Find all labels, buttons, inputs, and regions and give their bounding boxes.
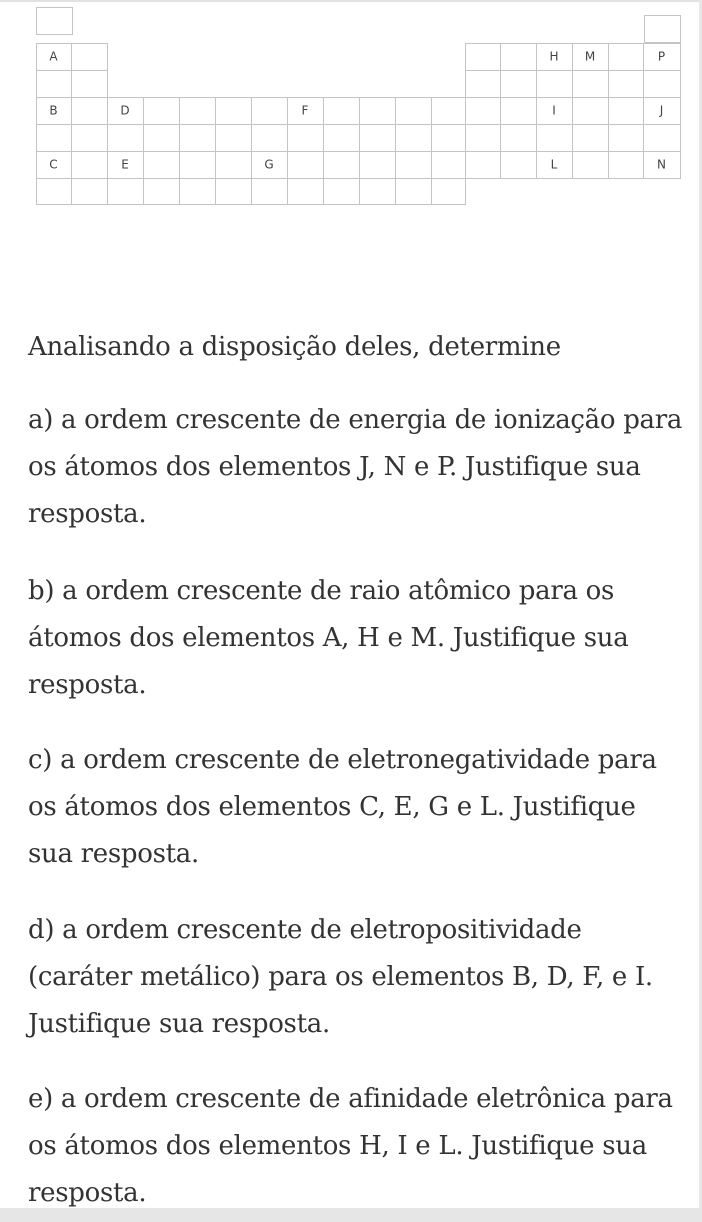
table-cell [360, 179, 396, 205]
intro-text: Analisando a disposição deles, determine [28, 332, 561, 362]
periodic-table-grid [37, 8, 681, 205]
table-cell [252, 179, 288, 205]
element-label-e: E [121, 157, 129, 172]
table-cell [466, 152, 501, 179]
table-cell [501, 71, 537, 98]
table-cell [324, 98, 360, 125]
table-cell [609, 44, 644, 71]
table-cell [537, 125, 573, 152]
table-cell [360, 98, 396, 125]
table-cell [573, 98, 609, 125]
table-cell [72, 98, 108, 125]
question-c: c) a ordem crescente de eletronegatividade para os átomos dos elementos C, E, G e L. Justifique sua resposta. [28, 745, 657, 869]
table-cell [432, 152, 466, 179]
table-cell [144, 125, 180, 152]
table-cell [396, 179, 432, 205]
table-cell [72, 125, 108, 152]
table-cell [72, 44, 108, 71]
table-cell [288, 152, 324, 179]
element-label-d: D [120, 103, 130, 118]
table-cell [108, 125, 144, 152]
table-cell [288, 125, 324, 152]
question-a: a) a ordem crescente de energia de ionização para os átomos dos elementos J, N e P. Justifique sua resposta. [28, 405, 683, 529]
table-cell [216, 125, 252, 152]
table-cell [644, 71, 681, 98]
element-label-h: H [549, 49, 559, 64]
table-cell [501, 44, 537, 71]
element-label-c: C [49, 157, 58, 172]
element-label-l: L [550, 157, 558, 172]
table-cell [573, 125, 609, 152]
table-cell [396, 152, 432, 179]
table-cell [360, 152, 396, 179]
element-label-m: M [584, 49, 596, 64]
table-cell [609, 125, 644, 152]
table-cell [609, 98, 644, 125]
table-cell [216, 98, 252, 125]
corner-box-left [37, 8, 73, 35]
table-cell [180, 152, 216, 179]
table-cell [396, 98, 432, 125]
element-label-a: A [49, 49, 58, 64]
table-cell [37, 71, 72, 98]
table-cell [432, 125, 466, 152]
table-cell [501, 98, 537, 125]
table-cell [108, 179, 144, 205]
bottom-border [0, 1208, 702, 1222]
element-label-g: G [264, 157, 274, 172]
table-cell [144, 98, 180, 125]
table-cell [180, 179, 216, 205]
table-cell [644, 125, 681, 152]
table-cell [180, 98, 216, 125]
table-cell [466, 71, 501, 98]
element-label-n: N [657, 157, 666, 172]
table-cell [573, 152, 609, 179]
table-cell [144, 152, 180, 179]
element-label-j: J [659, 103, 664, 118]
table-cell [396, 125, 432, 152]
element-label-i: I [552, 103, 556, 118]
table-cell [360, 125, 396, 152]
table-cell [72, 71, 108, 98]
question-e: e) a ordem crescente de afinidade eletrônica para os átomos dos elementos H, I e L. Justifique sua resposta. [28, 1084, 673, 1208]
table-cell [537, 71, 573, 98]
table-cell [252, 98, 288, 125]
table-cell [37, 125, 72, 152]
table-cell [216, 152, 252, 179]
table-cell [324, 125, 360, 152]
table-cell [252, 125, 288, 152]
periodic-table [0, 0, 702, 215]
table-cell [180, 125, 216, 152]
table-cell [466, 125, 501, 152]
question-b: b) a ordem crescente de raio atômico para os átomos dos elementos A, H e M. Justifique sua resposta. [28, 576, 629, 700]
table-cell [324, 179, 360, 205]
table-cell [72, 179, 108, 205]
question-d: d) a ordem crescente de eletropositividade (caráter metálico) para os elementos B, D, F, e I. Justifique sua resposta. [28, 915, 653, 1039]
element-label-f: F [301, 103, 309, 118]
table-cell [501, 152, 537, 179]
element-label-b: B [49, 103, 58, 118]
table-cell [466, 98, 501, 125]
table-cell [37, 179, 72, 205]
table-cell [72, 152, 108, 179]
table-cell [432, 98, 466, 125]
table-cell [216, 179, 252, 205]
table-cell [432, 179, 466, 205]
periodic-table-labels [49, 50, 666, 172]
table-cell [324, 152, 360, 179]
table-cell [573, 71, 609, 98]
table-cell [288, 179, 324, 205]
table-cell [501, 125, 537, 152]
table-cell [466, 44, 501, 71]
table-cell [609, 71, 644, 98]
element-label-p: P [657, 49, 666, 64]
table-cell [609, 152, 644, 179]
table-cell [144, 179, 180, 205]
corner-box-right [645, 16, 681, 43]
